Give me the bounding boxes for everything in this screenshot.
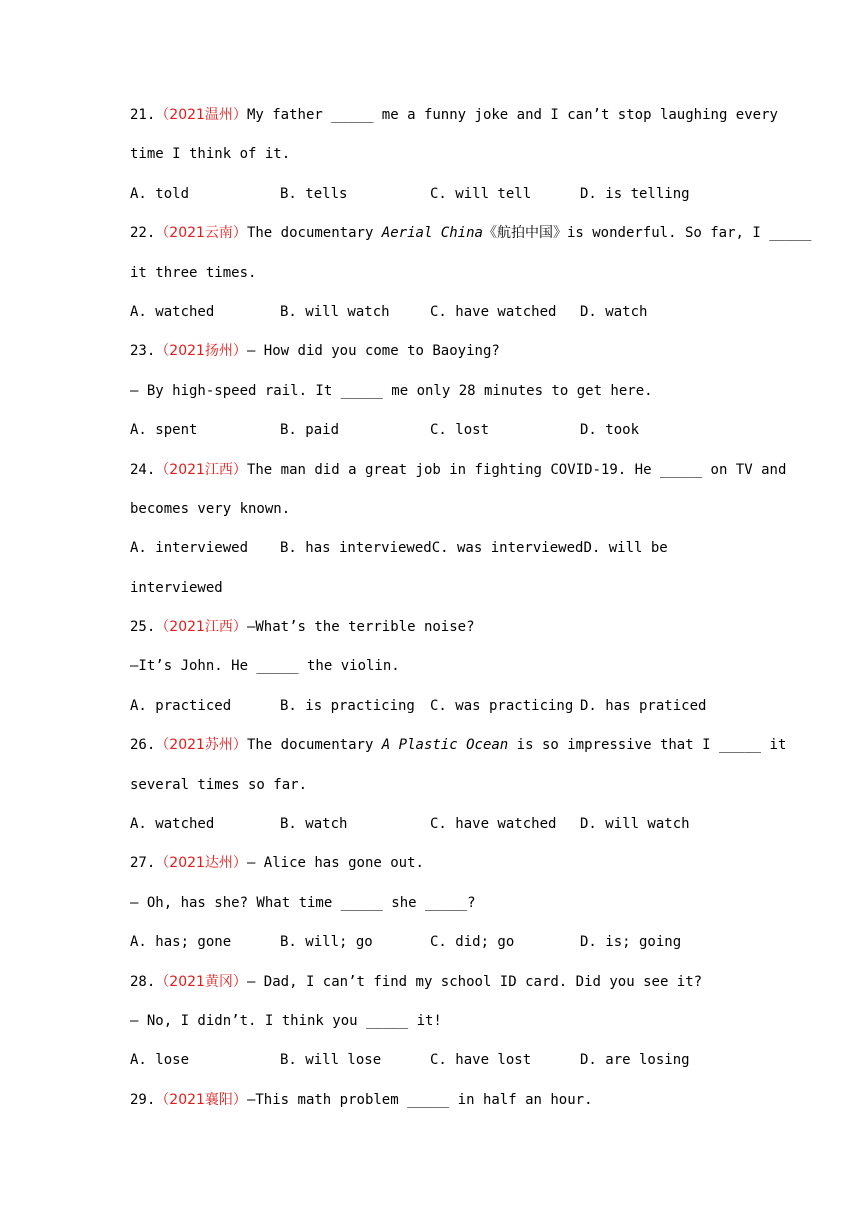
question-text-continued: becomes very known. (130, 500, 291, 517)
question-text-continued: it three times. (130, 264, 257, 281)
question-28 (130, 963, 740, 1002)
option-a: A. told (130, 185, 190, 202)
option-d: D. will watch (580, 816, 690, 833)
question-text-continued: several times so far. (130, 776, 308, 793)
question-number: 26. (130, 737, 156, 754)
option-c: C. have lost (430, 1052, 532, 1069)
source-tag: （2021苏州） (155, 737, 247, 754)
option-b: B. will watch (280, 303, 390, 320)
option-b: B. has interviewed (280, 540, 432, 557)
question-21 (130, 96, 778, 135)
question-text: The man did a great job in fighting COVID-19. He _____ on TV and (246, 461, 787, 478)
question-text: The documentary (246, 737, 382, 754)
option-d: D. is; going (580, 934, 682, 951)
option-d: D. took (580, 422, 640, 439)
option-b: B. tells (280, 185, 348, 202)
option-a: A. has; gone (130, 934, 232, 951)
option-d: D. is telling (580, 185, 690, 202)
question-text: — How did you come to Baoying? (246, 343, 500, 360)
answer-options (130, 805, 740, 844)
question-text: —What’s the terrible noise? (246, 619, 475, 636)
question-number: 24. (130, 461, 156, 478)
question-23 (130, 332, 740, 371)
question-text-tail: 《航拍中国》is wonderful. So far, I _____ (482, 225, 812, 242)
question-number: 22. (130, 225, 156, 242)
option-a: A. spent (130, 422, 198, 439)
option-b: B. will lose (280, 1052, 382, 1069)
question-text-continued: — No, I didn’t. I think you _____ it! (130, 1012, 442, 1029)
answer-options (130, 293, 740, 332)
option-b: B. paid (280, 422, 340, 439)
source-tag: （2021达州） (155, 855, 247, 872)
option-a: A. lose (130, 1052, 190, 1069)
option-a: A. interviewed (130, 540, 249, 557)
source-tag: （2021黄冈） (155, 973, 247, 990)
question-text: The documentary (246, 225, 382, 242)
option-d: D. are losing (580, 1052, 690, 1069)
option-a: A. watched (130, 303, 215, 320)
question-number: 21. (130, 107, 156, 123)
question-number: 25. (130, 619, 156, 636)
option-b: B. will; go (280, 934, 373, 951)
option-c: C. was practicing (430, 697, 574, 714)
source-tag: （2021扬州） (155, 343, 247, 360)
question-text: —This math problem _____ in half an hour. (246, 1091, 593, 1108)
question-text-continued: — By high-speed rail. It _____ me only 28 minutes to get here. (130, 382, 653, 399)
source-tag: （2021云南） (155, 225, 247, 242)
source-tag: （2021江西） (155, 619, 247, 636)
option-c: C. lost (430, 422, 490, 439)
option-d: D. has praticed (580, 697, 707, 714)
answer-options (130, 923, 740, 962)
question-text-tail: is so impressive that I _____ it (508, 737, 787, 754)
question-number: 27. (130, 855, 156, 872)
option-d-continued: interviewed (130, 579, 223, 596)
question-number: 23. (130, 343, 156, 360)
question-text-continued: time I think of it. (130, 146, 291, 163)
question-25 (130, 608, 740, 647)
question-24 (130, 451, 787, 490)
option-a: A. watched (130, 816, 215, 833)
option-c: C. have watched (430, 816, 557, 833)
option-c: C. was interviewed (431, 540, 584, 557)
question-number: 28. (130, 973, 156, 990)
option-b: B. watch (280, 816, 348, 833)
question-29 (130, 1081, 740, 1120)
answer-options (130, 1041, 740, 1080)
question-27 (130, 844, 740, 883)
option-d: D. watch (580, 303, 648, 320)
option-a: A. practiced (130, 697, 232, 714)
answer-options (130, 411, 740, 450)
documentary-title: Aerial China (381, 225, 483, 242)
answer-options (130, 529, 740, 568)
answer-options (130, 687, 740, 726)
option-b: B. is practicing (280, 697, 415, 714)
option-c: C. have watched (430, 303, 557, 320)
question-list (130, 96, 812, 1120)
question-text-continued: —It’s John. He _____ the violin. (130, 658, 400, 675)
question-22 (130, 214, 812, 253)
option-c: C. will tell (430, 185, 532, 202)
question-text: — Dad, I can’t find my school ID card. Did you see it? (246, 973, 703, 990)
option-c: C. did; go (430, 934, 515, 951)
source-tag: （2021温州） (155, 107, 247, 123)
question-text: My father _____ me a funny joke and I can’t stop laughing every (246, 107, 778, 123)
question-26 (130, 726, 787, 765)
question-text-continued: — Oh, has she? What time _____ she _____? (130, 894, 476, 911)
source-tag: （2021襄阳） (155, 1091, 247, 1108)
option-d: D. will be (583, 540, 668, 557)
documentary-title: A Plastic Ocean (381, 737, 509, 754)
question-number: 29. (130, 1091, 156, 1108)
answer-options (130, 175, 740, 214)
question-text: — Alice has gone out. (246, 855, 424, 872)
source-tag: （2021江西） (155, 461, 247, 478)
